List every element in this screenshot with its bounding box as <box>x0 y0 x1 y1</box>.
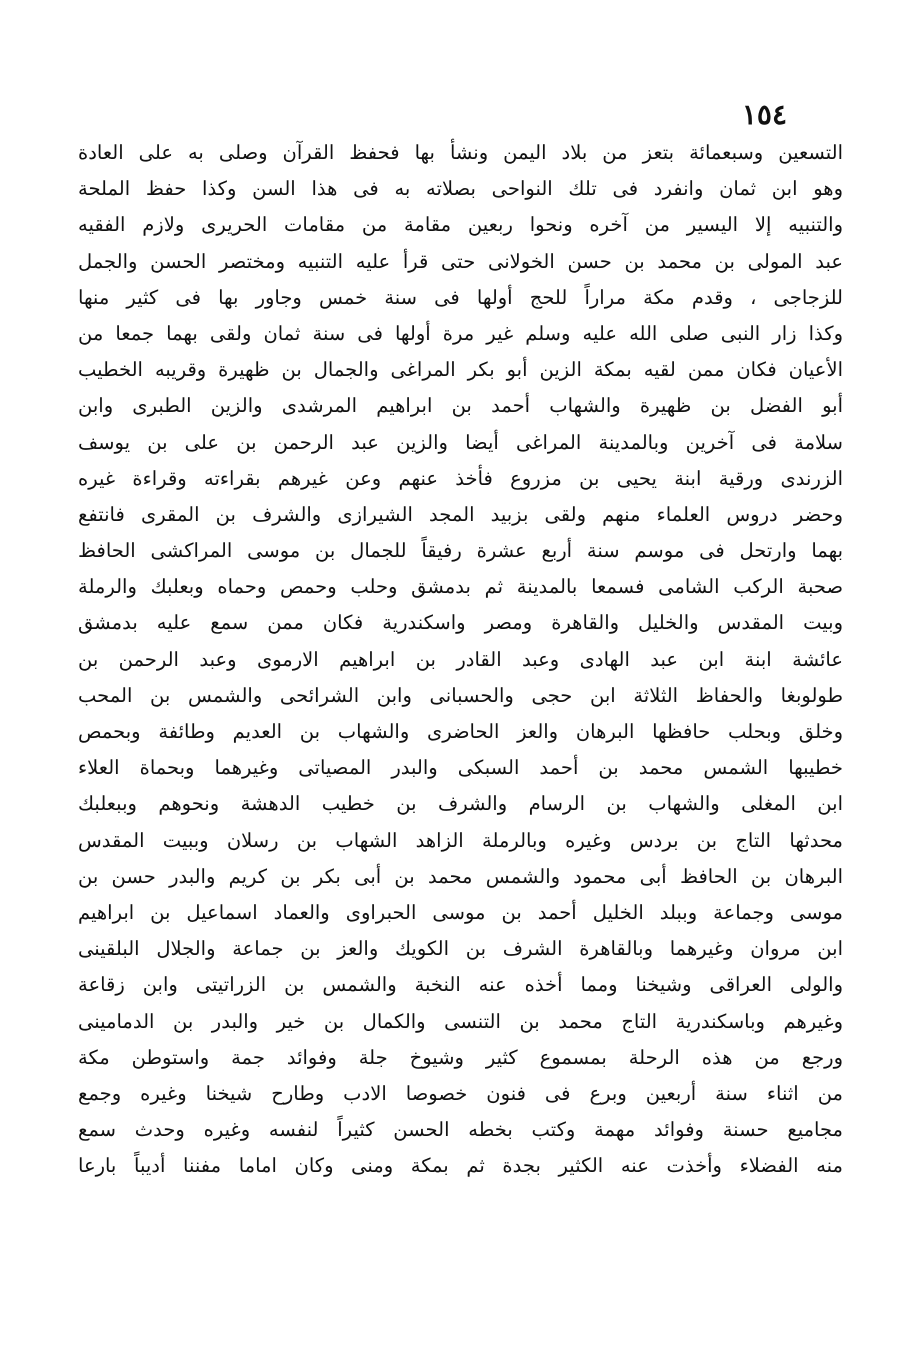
text-line: بهما وارتحل فى موسم سنة أربع عشرة رفيقاً للجمال بن موسى المراكشى الحافظ <box>78 539 843 563</box>
text-line: من اثناء سنة أربعين وبرع فى فنون خصوصا الادب وطارح شيخنا وغيره وجمع <box>78 1081 843 1105</box>
text-line: البرهان بن الحافظ أبى محمود والشمس محمد بن أبى بكر بن كريم والبدر حسن بن <box>78 864 843 888</box>
text-line: محدثها التاج بن بردس وغيره وبالرملة الزاهد الشهاب بن رسلان وببيت المقدس <box>78 828 843 852</box>
text-line: وكذا زار النبى صلى الله عليه وسلم غير مرة أولها فى سنة ثمان ولقى بهما جمعا من <box>78 321 843 345</box>
text-line: وحضر دروس العلماء منهم ولقى بزبيد المجد الشيرازى والشرف بن المقرى فانتفع <box>78 502 843 526</box>
text-line: طولوبغا والحفاظ الثلاثة ابن حجى والحسبانى وابن الشرائحى والشمس بن المحب <box>78 683 843 707</box>
text-line: الزرندى ورقية ابنة يحيى بن مزروع فأخذ عنهم وعن غيرهم بقراءته وقراءة غيره <box>78 466 843 490</box>
text-line: سلامة فى آخرين وبالمدينة المراغى أيضا والزين عبد الرحمن بن على بن يوسف <box>78 430 843 454</box>
text-line: وبيت المقدس والخليل والقاهرة ومصر واسكندرية فكان ممن سمع عليه بدمشق <box>78 611 843 635</box>
text-line: أبو الفضل بن ظهيرة والشهاب أحمد بن ابراهيم المرشدى والزين الطبرى وابن <box>78 394 843 418</box>
text-line: والولى العراقى وشيخنا ومما أخذه عنه النخبة والشمس بن الزراتيتى وابن زقاعة <box>78 973 843 997</box>
text-line: للزجاجى ، وقدم مكة مراراً للحج أولها فى سنة خمس وجاور بها فى كثير منها <box>78 285 843 309</box>
text-line: مجاميع حسنة وفوائد مهمة وكتب بخطه الحسن كثيراً لنفسه وغيره وحدث سمع <box>78 1118 843 1142</box>
text-line: عبد المولى بن محمد بن حسن الخولانى حتى قرأ عليه التنبيه ومختصر الحسن والجمل <box>78 249 843 273</box>
text-line: التسعين وسبعمائة بتعز من بلاد اليمن ونشأ بها فحفظ القرآن وصلى به على العادة <box>78 141 843 164</box>
page-number: ١٥٤ <box>741 98 787 131</box>
text-line: وغيرهم وباسكندرية التاج محمد بن التنسى والكمال بن خير والبدر بن الدمامينى <box>78 1009 843 1033</box>
text-line: وخلق وبحلب حافظها البرهان والعز الحاضرى والشهاب بن العديم وطائفة وبحمص <box>78 720 843 743</box>
text-line: الأعيان فكان ممن لقيه بمكة الزين أبو بكر المراغى والجمال بن ظهيرة وقريبه الخطيب <box>78 358 843 382</box>
text-line: صحبة الركب الشامى فسمعا بالمدينة ثم بدمشق وحلب وحمص وحماه وبعلبك والرملة <box>78 575 843 599</box>
text-line: والتنبيه إلا اليسير من آخره ونحوا ربعين مقامة من مقامات الحريرى ولازم الفقيه <box>78 213 843 237</box>
text-line: خطيبها الشمس محمد بن أحمد السبكى والبدر المصياتى وغيرهما وبحماة العلاء <box>78 756 843 780</box>
text-line: منه الفضلاء وأخذت عنه الكثير بجدة ثم بمكة ومنى وكان اماما مفننا أديباً بارعا <box>78 1154 843 1178</box>
text-line: موسى وجماعة وببلد الخليل أحمد بن موسى الحبراوى والعماد اسماعيل بن ابراهيم <box>78 900 843 924</box>
text-line: وهو ابن ثمان وانفرد فى تلك النواحى بصلاته به فى هذا السن وكذا حفظ الملحة <box>78 177 843 201</box>
text-line: عائشة ابنة ابن عبد الهادى وعبد القادر بن ابراهيم الارموى وعبد الرحمن بن <box>78 647 843 671</box>
body-text <box>78 135 843 1184</box>
text-line: ابن المغلى والشهاب بن الرسام والشرف بن خطيب الدهشة ونحوهم وببعلبك <box>78 792 843 816</box>
text-line: ابن مروان وغيرهما وبالقاهرة الشرف بن الكويك والعز بن جماعة والجلال البلقينى <box>78 937 843 961</box>
text-line: ورجع من هذه الرحلة بمسموع كثير وشيوخ جلة وفوائد جمة واستوطن مكة <box>78 1045 843 1069</box>
